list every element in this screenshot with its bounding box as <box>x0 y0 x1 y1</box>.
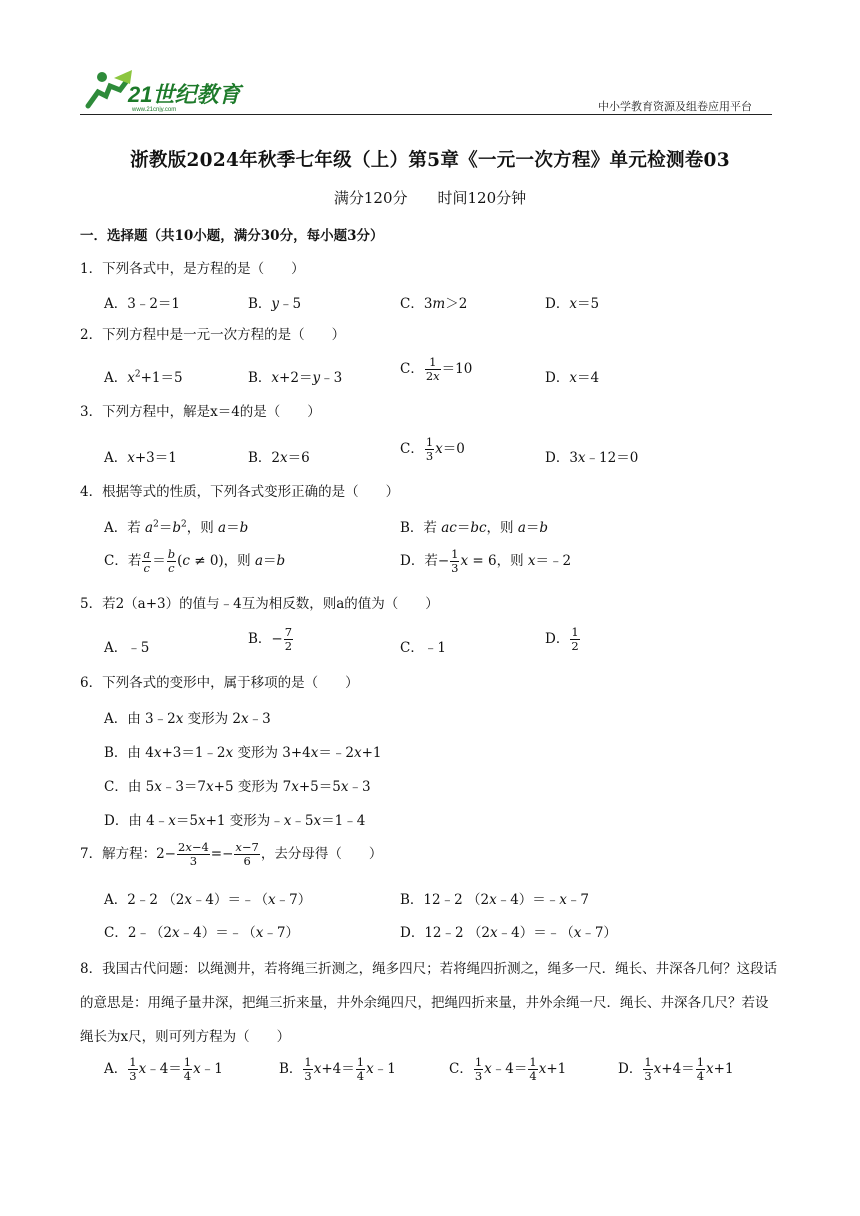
q8-option-a[interactable]: A． $\frac{1}{3}$ x﹣4＝ $\frac{1}{4}$ x﹣1 <box>104 1055 223 1083</box>
q1-option-c[interactable]: C．3m＞2 <box>400 296 468 312</box>
q8-option-d[interactable]: D． $\frac{1}{3}$ x+4＝ $\frac{1}{4}$ x+1 <box>618 1055 734 1083</box>
svg-text:21世纪教育: 21世纪教育 <box>128 82 241 107</box>
q2-option-c[interactable]: C． $\frac{1}{2x}$ ＝10 <box>400 355 473 383</box>
q8-option-c[interactable]: C． $\frac{1}{3}$ x﹣4＝ $\frac{1}{4}$ x+1 <box>449 1055 567 1083</box>
q1-option-a[interactable]: A．3﹣2＝1 <box>104 296 181 312</box>
question-6: 6．下列各式的变形中，属于移项的是（ ） <box>80 675 359 691</box>
q8-option-b[interactable]: B． $\frac{1}{3}$ x+4＝ $\frac{1}{4}$ x﹣1 <box>279 1055 396 1083</box>
platform-label: 中小学教育资源及组卷应用平台 <box>598 100 752 113</box>
q3-option-a[interactable]: A．x+3＝1 <box>104 450 177 466</box>
q6-option-b[interactable]: B．由 4x+3＝1﹣2x 变形为 3+4x＝﹣2x+1 <box>104 745 382 761</box>
q2-option-b[interactable]: B．x+2＝y﹣3 <box>248 370 343 386</box>
q5-option-d[interactable]: D． $\frac{1}{2}$ <box>545 625 579 653</box>
q7-option-a[interactable]: A．2﹣2 （2x﹣4）＝﹣（x﹣7） <box>104 892 312 908</box>
question-7: 7．解方程：2− $\frac{2x-4}{3}$ =− $\frac{x-7}{6}$ ，去分母得（ ） <box>80 840 383 868</box>
q1-option-d[interactable]: D．x＝5 <box>545 296 600 312</box>
q1-option-b[interactable]: B．y﹣5 <box>248 296 302 312</box>
q5-option-a[interactable]: A．﹣5 <box>104 640 150 656</box>
svg-text:www.21cnjy.com: www.21cnjy.com <box>132 107 177 112</box>
q4-option-d[interactable]: D．若− $\frac{1}{3}$ x = 6，则 x＝﹣2 <box>400 547 572 575</box>
q6-option-a[interactable]: A．由 3﹣2x 变形为 2x﹣3 <box>104 711 271 727</box>
q7-option-b[interactable]: B．12﹣2 （2x﹣4）＝﹣x﹣7 <box>400 892 590 908</box>
q2-option-d[interactable]: D．x＝4 <box>545 370 600 386</box>
page-header <box>80 66 772 116</box>
question-8: 8．我国古代问题：以绳测井，若将绳三折测之，绳多四尺；若将绳四折测之，绳多一尺．绳长、井深各几何？这段话的意思是：用绳子量井深，把绳三折来量，井外余绳四尺，把绳四折来量，井外余绳一尺．绳长、井深各几尺？若设绳长为x尺，则可列方程为（ ） <box>80 961 778 1045</box>
21cnjy-logo <box>80 66 260 112</box>
q6-option-d[interactable]: D．由 4﹣x＝5x+1 变形为﹣x﹣5x＝1﹣4 <box>104 813 366 829</box>
q4-option-b[interactable]: B．若 ac＝bc，则 a＝b <box>400 520 549 536</box>
question-5: 5．若2（a+3）的值与﹣4互为相反数，则a的值为（ ） <box>80 596 439 612</box>
q6-option-c[interactable]: C．由 5x﹣3＝7x+5 变形为 7x+5＝5x﹣3 <box>104 779 371 795</box>
section-heading: 一．选择题（共10小题，满分30分，每小题3分） <box>80 228 384 244</box>
q7-option-c[interactable]: C．2﹣（2x﹣4）＝﹣（x﹣7） <box>104 925 299 941</box>
q5-option-c[interactable]: C．﹣1 <box>400 640 446 656</box>
q2-option-a[interactable]: A．$x^2+1=5$ <box>104 369 183 386</box>
question-1: 1．下列各式中，是方程的是（ ） <box>80 261 305 277</box>
header-rule <box>80 114 772 115</box>
q3-option-b[interactable]: B．2x＝6 <box>248 450 310 466</box>
q3-option-d[interactable]: D．3x﹣12＝0 <box>545 450 639 466</box>
q5-option-b[interactable]: B．− $\frac{7}{2}$ <box>248 625 293 653</box>
question-2: 2．下列方程中是一元一次方程的是（ ） <box>80 327 346 343</box>
page-subtitle: 满分120分 时间120分钟 <box>333 189 527 207</box>
q4-option-c[interactable]: C．若 $\frac{a}{c}$ ＝ $\frac{b}{c}$ (c ≠ 0)，则 a＝b <box>104 547 286 575</box>
q3-option-c[interactable]: C． $\frac{1}{3}$ x＝0 <box>400 435 465 463</box>
question-4: 4．根据等式的性质，下列各式变形正确的是（ ） <box>80 484 400 500</box>
question-3: 3．下列方程中，解是x＝4的是（ ） <box>80 404 321 420</box>
page-title: 浙教版2024年秋季七年级（上）第5章《一元一次方程》单元检测卷03 <box>130 150 730 171</box>
q7-option-d[interactable]: D．12﹣2 （2x﹣4）＝﹣（x﹣7） <box>400 925 617 941</box>
q4-option-a[interactable]: A．若 $a^2=b^2$，则 a＝b <box>104 519 249 536</box>
